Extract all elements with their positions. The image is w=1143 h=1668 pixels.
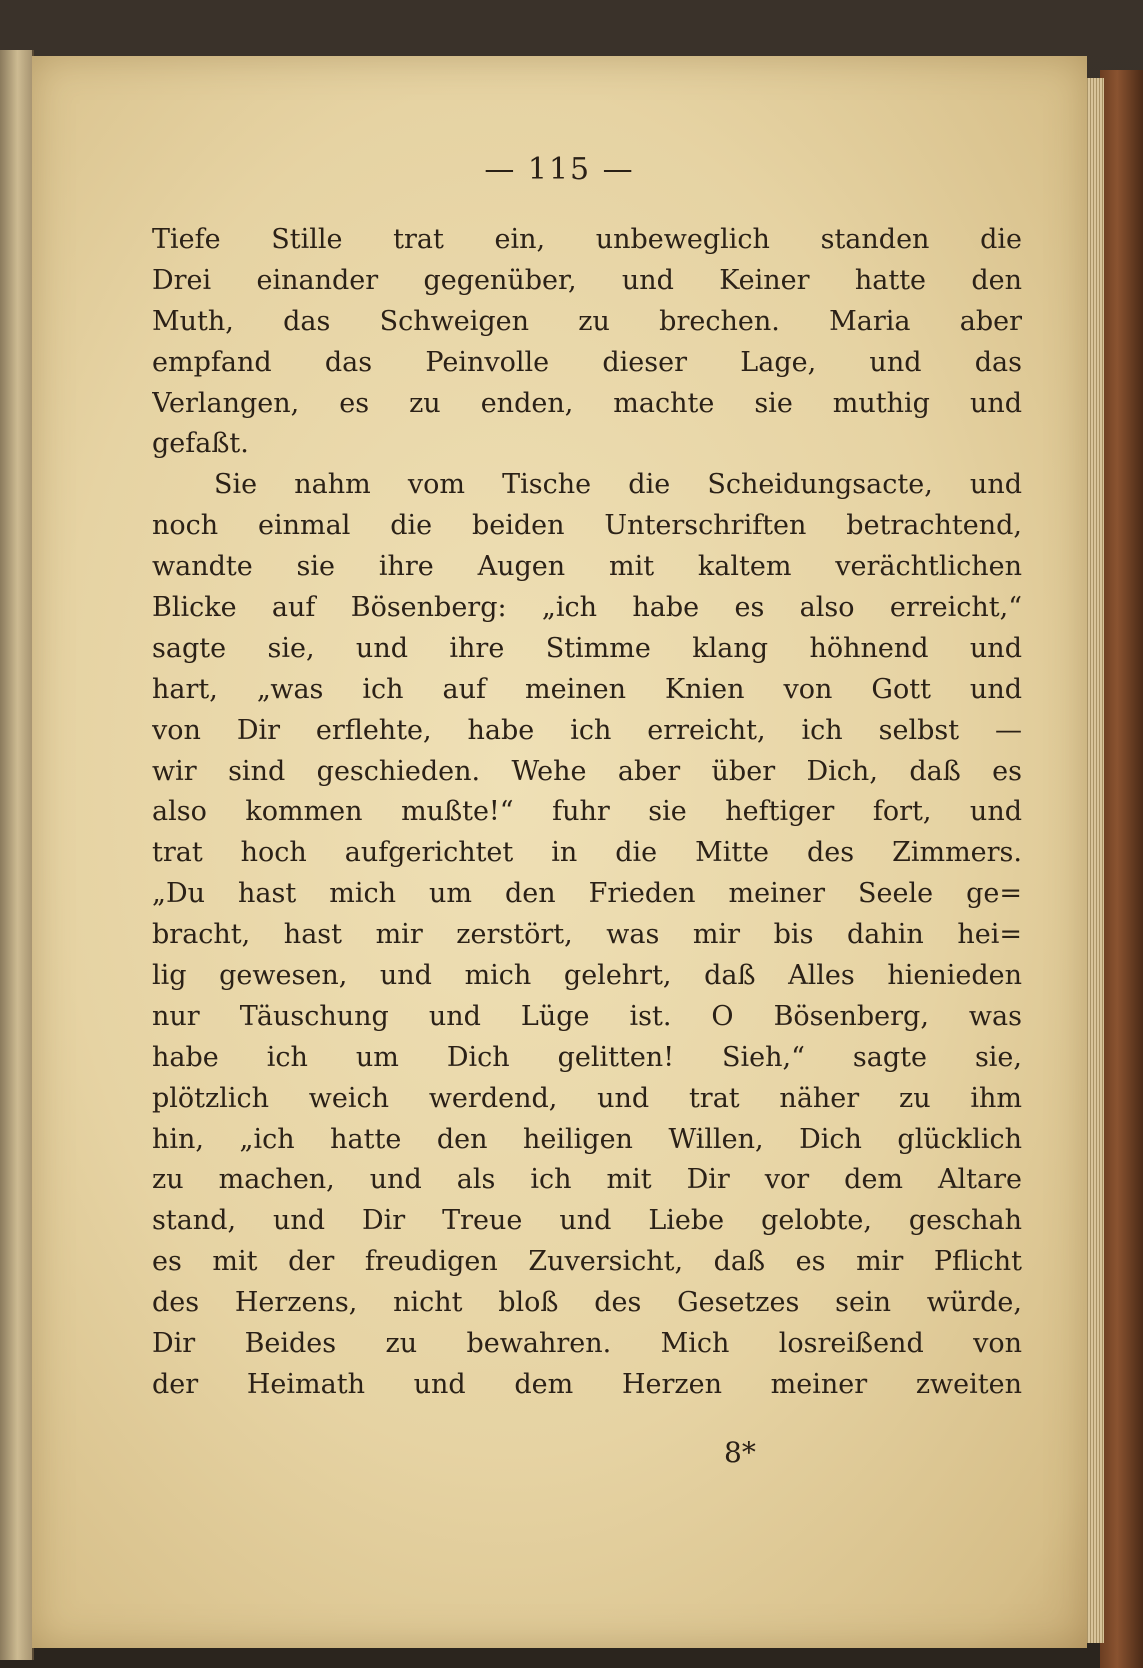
text-line: wir sind geschieden. Wehe aber über Dich, daß es [152, 755, 1022, 787]
text-line: Dir Beides zu bewahren. Mich losreißend von [152, 1328, 1022, 1360]
text-line: noch einmal die beiden Unterschriften betrachtend, [152, 510, 1022, 542]
text-line: empfand das Peinvolle dieser Lage, und das [152, 346, 1022, 378]
text-line: des Herzens, nicht bloß des Gesetzes sein würde, [152, 1287, 1022, 1319]
book-page [32, 56, 1087, 1648]
text-line: Tiefe Stille trat ein, unbeweglich standen die [152, 224, 1022, 255]
text-line: habe ich um Dich gelitten! Sieh,“ sagte sie, [152, 1041, 1022, 1073]
text-line: bracht, hast mir zerstört, was mir bis dahin hei= [152, 919, 1022, 951]
text-line: stand, und Dir Treue und Liebe gelobte, geschah [152, 1205, 1022, 1237]
text-line: wandte sie ihre Augen mit kaltem verächtlichen [152, 551, 1022, 583]
text-line: hart, „was ich auf meinen Knien von Gott und [152, 673, 1022, 705]
book-cover-edge [1100, 70, 1143, 1668]
text-line: trat hoch aufgerichtet in die Mitte des Zimmers. [152, 837, 1022, 869]
text-line: plötzlich weich werdend, und trat näher zu ihm [152, 1082, 1022, 1114]
text-line: sagte sie, und ihre Stimme klang höhnend und [152, 632, 1022, 664]
text-line: Verlangen, es zu enden, machte sie muthig und [152, 387, 1022, 419]
text-line: es mit der freudigen Zuversicht, daß es mir Pflicht [152, 1246, 1022, 1278]
text-line: Sie nahm vom Tische die Scheidungsacte, und [214, 469, 1022, 501]
text-line: gefaßt. [152, 428, 249, 460]
text-line: lig gewesen, und mich gelehrt, daß Alles hienieden [152, 960, 1022, 992]
text-line: nur Täuschung und Lüge ist. O Bösenberg, was [152, 1000, 1022, 1032]
text-line: der Heimath und dem Herzen meiner zweiten [152, 1368, 1022, 1400]
page-number-header: — 115 — [484, 152, 635, 187]
text-line: Muth, das Schweigen zu brechen. Maria aber [152, 305, 1022, 337]
left-page-edge [0, 50, 34, 1660]
text-line: „Du hast mich um den Frieden meiner Seele ge= [152, 878, 1022, 910]
text-line: also kommen mußte!“ fuhr sie heftiger fort, und [152, 796, 1022, 828]
text-line: Drei einander gegenüber, und Keiner hatte den [152, 264, 1022, 296]
signature-mark: 8* [724, 1436, 756, 1469]
text-line: hin, „ich hatte den heiligen Willen, Dich glücklich [152, 1123, 1022, 1155]
text-line: Blicke auf Bösenberg: „ich habe es also erreicht,“ [152, 592, 1022, 624]
body-text [152, 220, 1022, 1406]
text-line: von Dir erflehte, habe ich erreicht, ich selbst — [152, 714, 1022, 746]
text-line: zu machen, und als ich mit Dir vor dem Altare [152, 1164, 1022, 1196]
